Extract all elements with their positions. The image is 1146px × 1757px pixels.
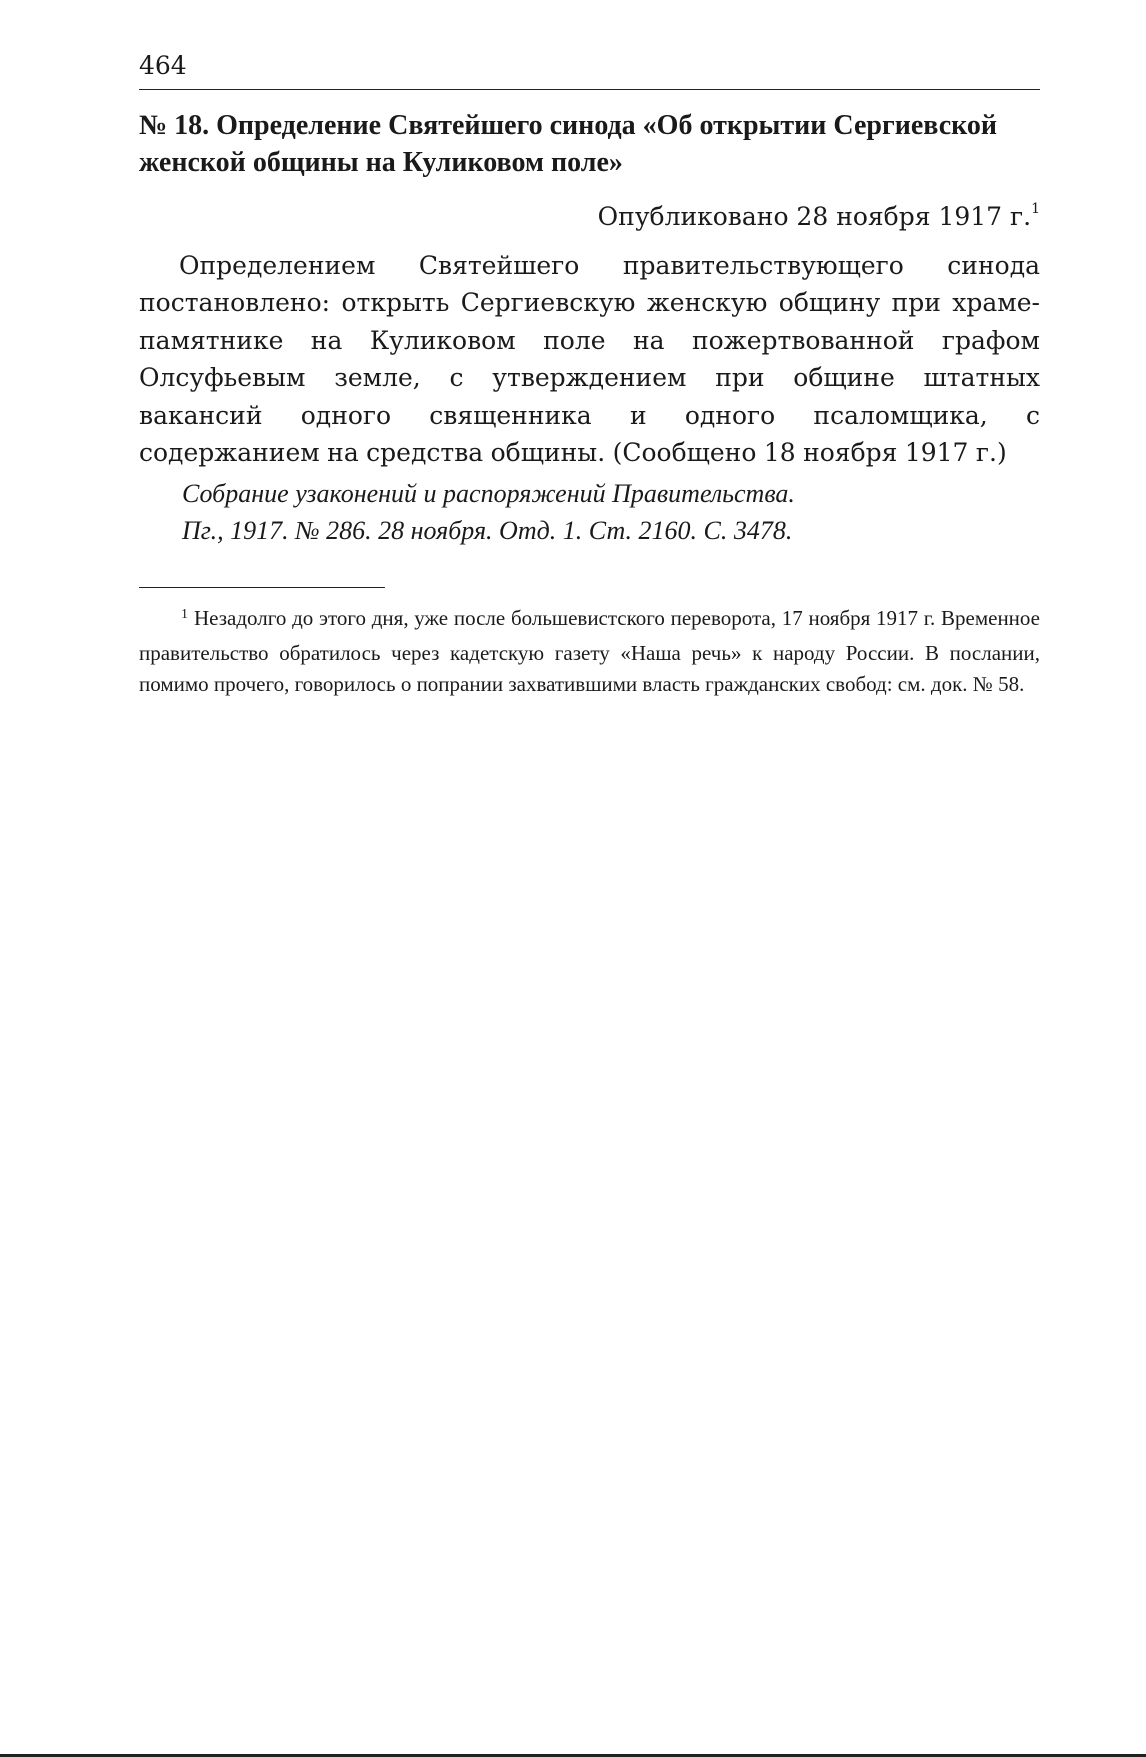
document-title: № 18. Определение Святейшего синода «Об открытии Сергиевской женской общины на Куликовом поле» xyxy=(139,110,998,178)
footnote xyxy=(139,603,1040,701)
footnote-reference: 1 xyxy=(1031,200,1040,217)
footnote-mark: 1 xyxy=(181,607,188,622)
header-rule xyxy=(139,89,1040,90)
source-citation-line-1: Собрание узаконений и распоряжений Правительства. xyxy=(182,479,795,508)
publication-date-text: Опубликовано 28 ноября 1917 г. xyxy=(597,202,1032,231)
footnote-text: Незадолго до этого дня, уже после большевистского переворота, 17 ноября 1917 г. Временное правительство обратилось через кадетскую газету «Наша речь» к народу России. В послании, помимо прочего, говорилось о попрании захватившими власть гражданских свобод: см. док. № 58. xyxy=(139,606,1040,696)
page-number: 464 xyxy=(139,51,187,80)
footnote-rule xyxy=(139,587,385,588)
source-citation xyxy=(182,475,1040,549)
publication-date xyxy=(139,199,1040,235)
source-citation-line-2: Пг., 1917. № 286. 28 ноября. Отд. 1. Ст. 2160. С. 3478. xyxy=(182,516,793,545)
document-body: Определением Святейшего правительствующего синода постановлено: открыть Сергиевскую женскую общину при храме-памятнике на Куликовом поле на пожертвованной графом Олсуфьевым земле, с утверждением при общине штатных вакансий одного священника и одного псаломщика, с содержанием на средства общины. (Сообщено 18 ноября 1917 г.) xyxy=(139,251,1040,468)
